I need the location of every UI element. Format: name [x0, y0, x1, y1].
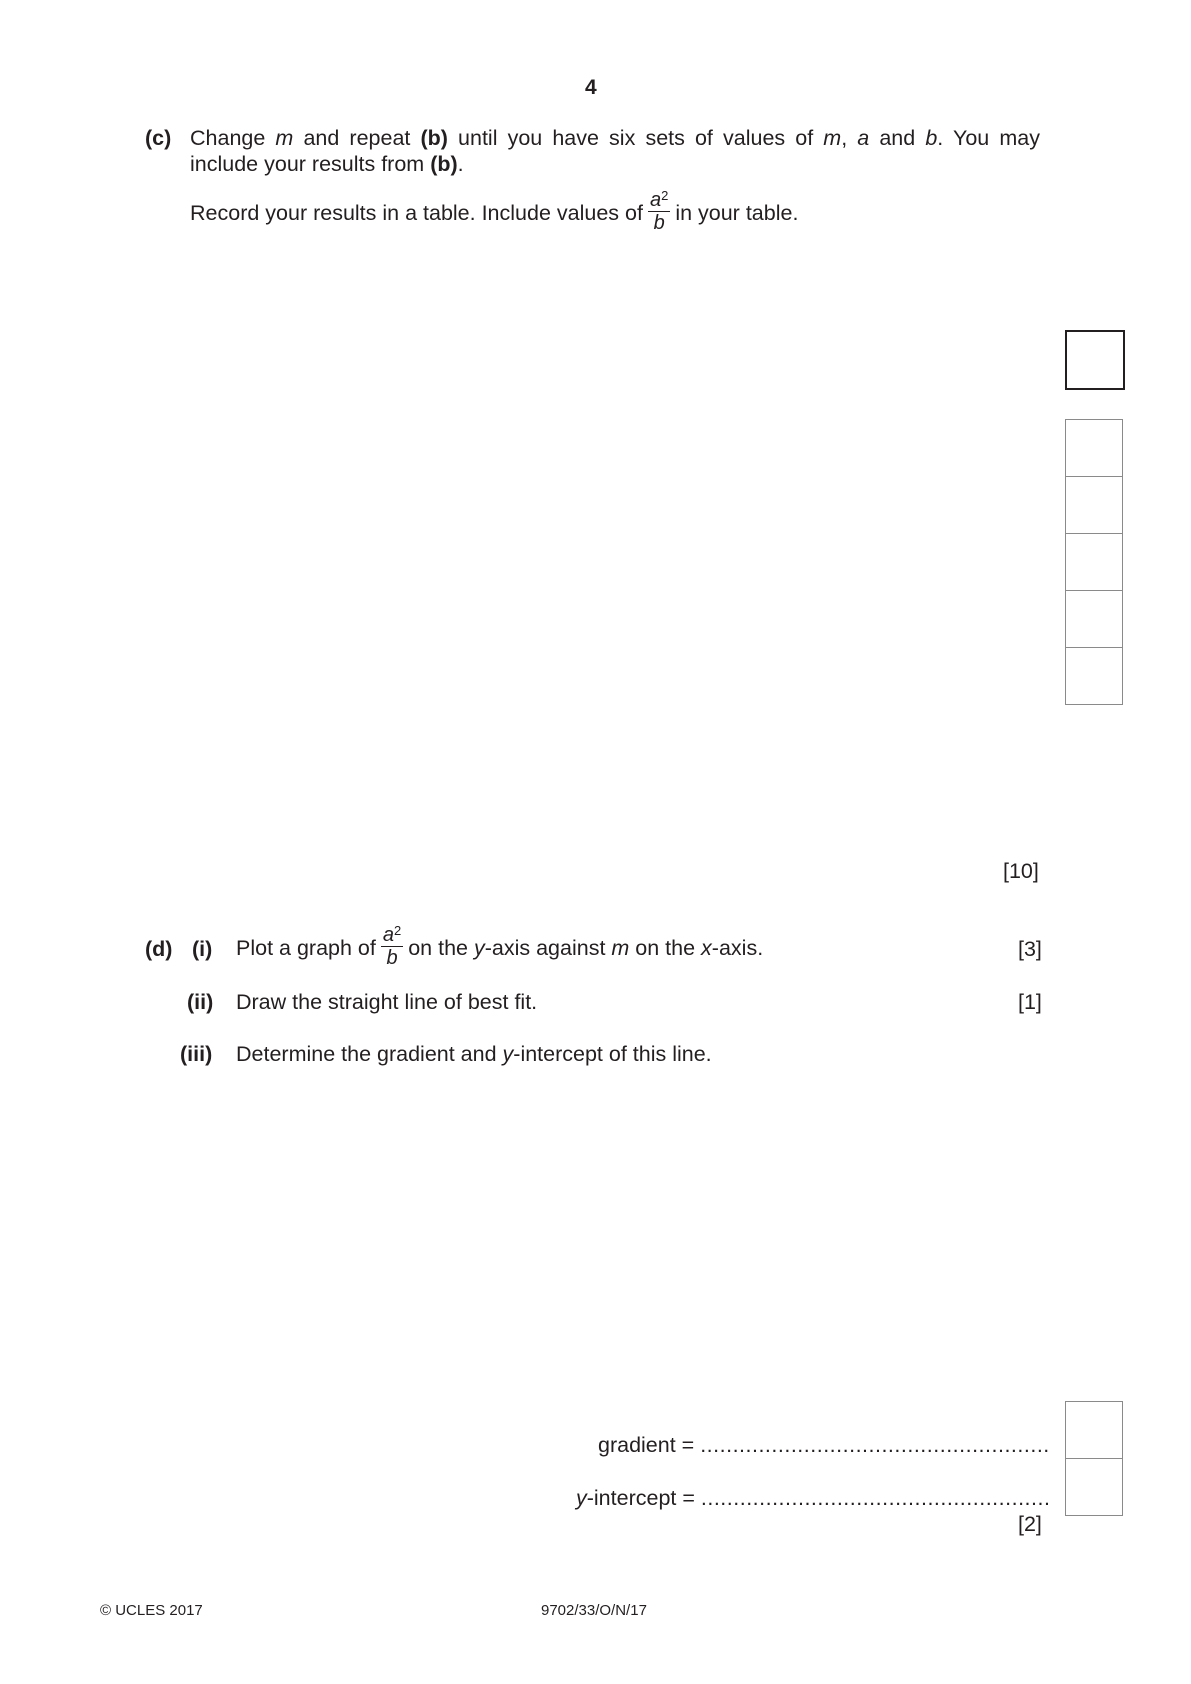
part-d-iii-text: Determine the gradient and y-intercept of this line. — [236, 1042, 712, 1066]
gradient-answer-field[interactable]: ...................................................... — [700, 1433, 1050, 1457]
fraction-a2-over-b: $\frac{a^2}{b}$ — [649, 188, 669, 234]
part-c-line-1: Change m and repeat (b) until you have six sets of values of m, a and b. You may — [190, 126, 1040, 150]
examiner-mark-box[interactable] — [1065, 533, 1123, 591]
part-d-i-marks: [3] — [1018, 937, 1042, 961]
part-c-marks: [10] — [1003, 859, 1039, 883]
examiner-mark-box[interactable] — [1065, 476, 1123, 534]
part-c-instruction: Record your results in a table. Include values of $\frac{a^2}{b}$ in your table. — [190, 188, 799, 234]
part-d-i-label: (i) — [192, 937, 213, 961]
gradient-answer-line: gradient = ...................................................... — [598, 1433, 1050, 1457]
part-d-i-text: Plot a graph of $\frac{a^2}{b}$ on the y-axis against m on the x-axis. — [236, 922, 764, 969]
part-d-ii-text: Draw the straight line of best fit. — [236, 990, 538, 1014]
examiner-mark-box[interactable] — [1065, 1458, 1123, 1516]
page-number: 4 — [585, 76, 597, 99]
part-d-ii-label: (ii) — [187, 990, 214, 1014]
part-d-iii-marks: [2] — [1018, 1512, 1042, 1536]
examiner-mark-box[interactable] — [1065, 1401, 1123, 1459]
examiner-mark-box-c-total[interactable] — [1065, 330, 1125, 390]
paper-code: 9702/33/O/N/17 — [541, 1602, 647, 1619]
part-d-label: (d) — [145, 937, 173, 961]
part-c-line-2: include your results from (b). — [190, 152, 464, 176]
examiner-mark-box[interactable] — [1065, 647, 1123, 705]
part-c-label: (c) — [145, 126, 172, 150]
y-intercept-answer-line: y-intercept = ...................................................... — [576, 1486, 1051, 1510]
part-d-iii-label: (iii) — [180, 1042, 213, 1066]
examiner-mark-box[interactable] — [1065, 419, 1123, 477]
fraction-a2-over-b: $\frac{a^2}{b}$ — [382, 922, 402, 969]
copyright: © UCLES 2017 — [100, 1602, 203, 1619]
part-d-ii-marks: [1] — [1018, 990, 1042, 1014]
y-intercept-answer-field[interactable]: ...................................................... — [700, 1486, 1051, 1510]
examiner-mark-box[interactable] — [1065, 590, 1123, 648]
